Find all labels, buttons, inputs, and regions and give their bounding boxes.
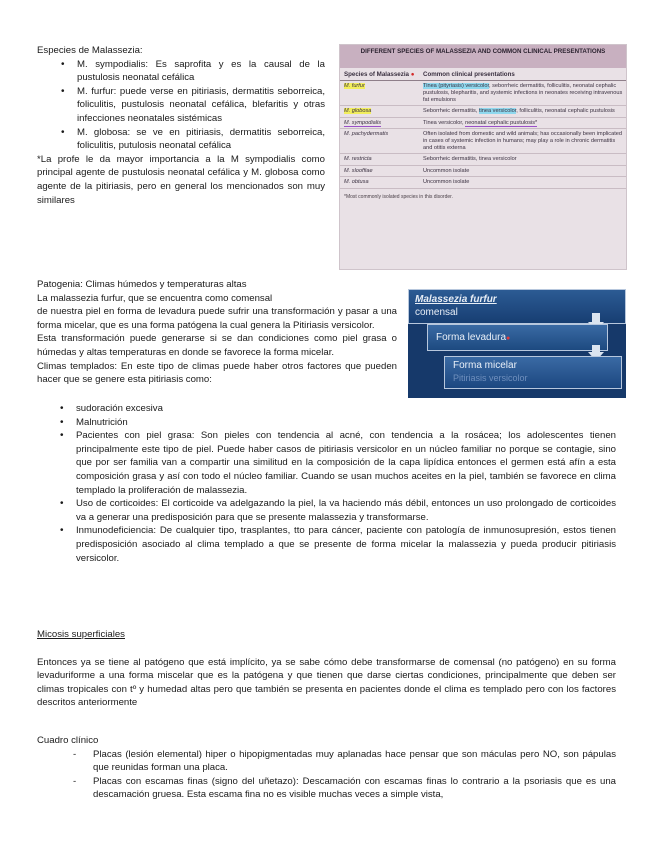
- list-item: • M. globosa: se ve en pitiriasis, dermatitis seborreica, foliculitis, putulosis neonatal cefálica: [77, 126, 325, 153]
- cuadro-clinico-heading: Cuadro clínico: [37, 735, 99, 746]
- patogenia-p1b: de nuestra piel en forma de levadura puede sufrir una transformación y pasar a una forma micelar, que es una forma patógena la cual genera la Pitiriasis versicolor.: [37, 306, 397, 331]
- list-item: - Placas con escamas finas (signo del uñetazo): Descamación con escamas finas lo contrario a la psoriasis que es una descamación gruesa. Esta escama fina no es visible muchas veces a simple vista,: [93, 775, 616, 802]
- list-item: - Placas (lesión elemental) hiper o hipopigmentadas muy aplanadas hace pensar que son máculas pero NO, son pápulas que reunidas forman una placa.: [93, 748, 616, 775]
- list-item: • Uso de corticoides: El corticoide va adelgazando la piel, la va haciendo más débil, entonces un uso prolongado de corticoides va a generar una predisposición para que se presente malassezia y transformarse.: [76, 497, 616, 524]
- table-row: M. sympodialis Tinea versicolor, neonatal cephalic pustulosis*: [340, 117, 626, 129]
- section-patogenia: [37, 278, 397, 387]
- list-item: • Malnutrición: [76, 416, 616, 430]
- patogenia-heading: Patogenia: Climas húmedos y temperaturas altas: [37, 279, 247, 290]
- table-header-presentations: Common clinical presentations: [419, 68, 626, 81]
- micosis-paragraph: Entonces ya se tiene al patógeno que está implícito, ya se sabe cómo debe transformarse de comensal (no patógeno) en su forma levaduriforme a una forma miscelar que es la patógena y que tienen que darse ciertas condiciones, principalmente que deben ser climas tropicales con tº y humedad altas pero que también se presenta en pacientes donde el clima es templado pero con los factores descritos anteriormente: [37, 656, 616, 709]
- table-row: M. pachydermatis Often isolated from domestic and wild animals; has occasionally been implicated in cases of systemic infection in humans; may play a role in chronic dermatitis and otitis externa: [340, 129, 626, 154]
- list-item: • M. sympodialis: Es saprofita y es la causal de la pustulosis neonatal cefálica: [77, 58, 325, 85]
- malassezia-species-table-figure: [339, 44, 627, 270]
- table-title: DIFFERENT SPECIES OF MALASSEZIA AND COMMON CLINICAL PRESENTATIONS: [340, 45, 626, 68]
- red-dot-icon: ●: [506, 335, 511, 342]
- table-row: M. globosa Seborrheic dermatitis, tinea versicolor, folliculitis, neonatal cephalic pustulosis: [340, 106, 626, 118]
- patogenia-p3: Climas templados: En este tipo de climas puede haber otros factores que pueden hacer que se genere esta pitiriasis como:: [37, 360, 397, 386]
- table-row: M. restricta Seborrheic dermatitis, tinea versicolor: [340, 154, 626, 166]
- table-row: M. obtusa Uncommon isolate: [340, 177, 626, 189]
- table-header-row: [340, 68, 626, 81]
- patogenia-p2: Esta transformación puede generarse si se dan condiciones como piel grasa o húmedas y altas temperaturas en donde se favorece la forma micelar.: [37, 333, 397, 358]
- table-row: M. slooffiae Uncommon isolate: [340, 165, 626, 177]
- factors-list: [76, 402, 616, 565]
- section-micosis: [37, 628, 616, 710]
- species-note: *La profe le da mayor importancia a la M sympodialis como principal agente de pustulosis neonatal cefálica y M. globosa como agente de la pitiriasis, pero en general los mencionados son muy similares: [37, 153, 325, 206]
- table-header-species: Species of Malassezia ●: [340, 68, 419, 81]
- table-footnote: *Most commonly isolated species in this disorder.: [344, 193, 453, 200]
- list-item: • Inmunodeficiencia: De cualquier tipo, trasplantes, tto para cáncer, paciente con patología de inmunosupresión, estos tienen predisposición asociado al clima templado a que se presente de forma micelar la malassezia y pueda producir pitiriasis versicolor.: [76, 524, 616, 565]
- section-cuadro-clinico: [37, 734, 616, 802]
- species-heading: Especies de Malassezia:: [37, 45, 143, 56]
- diagram-box-micelar: [444, 356, 622, 389]
- diagram-label-comensal: comensal: [415, 307, 458, 318]
- diagram-label-pitiriasis: Pitiriasis versicolor: [453, 373, 528, 383]
- clinical-list: [93, 748, 616, 802]
- diagram-title: Malassezia furfur: [415, 294, 497, 305]
- species-list: [77, 58, 325, 153]
- red-mark-icon: ●: [410, 71, 415, 78]
- list-item: • Pacientes con piel grasa: Son pieles con tendencia al acné, con tendencia a la rosácea; los adolescentes tienen principalmente este tipo de piel. Puede haber casos de pitiriasis versicolor en un núcleo familiar no porque se contagie, sino que por ser familia van a compartir una similitud en la composición de la capa lipídica entonces el germen está afín a esta composición grasa y así con todo el núcleo familiar. Cuando se usan muchos aceites en la piel, también se favorece en clima templado la proliferación de malassezia.: [76, 429, 616, 497]
- list-item: • M. furfur: puede verse en pitiriasis, dermatitis seborreica, foliculitis, pustulosis neonatal cefálica, blefaritis y otras infecciones neonatales sistémicas: [77, 85, 325, 126]
- patogenia-p1a: La malassezia furfur, que se encuentra como comensal: [37, 292, 273, 304]
- diagram-label-micelar: Forma micelar: [453, 360, 517, 371]
- micosis-heading: Micosis superficiales: [37, 629, 125, 640]
- diagram-box-levadura: [427, 324, 608, 351]
- list-item: • sudoración excesiva: [76, 402, 616, 416]
- diagram-label-levadura: Forma levadura: [436, 332, 507, 343]
- malassezia-transformation-diagram: [408, 289, 626, 398]
- species-table: [340, 68, 626, 189]
- section-species: [37, 44, 325, 207]
- arrow-stem-1: [592, 313, 600, 322]
- table-row: M. furfur Tinea (pityriasis) versicolor, seborrheic dermatitis, folliculitis, neonatal cephalic pustulosis, blepharitis, and systemic infections in neonates receiving intravenous fat emulsions: [340, 81, 626, 106]
